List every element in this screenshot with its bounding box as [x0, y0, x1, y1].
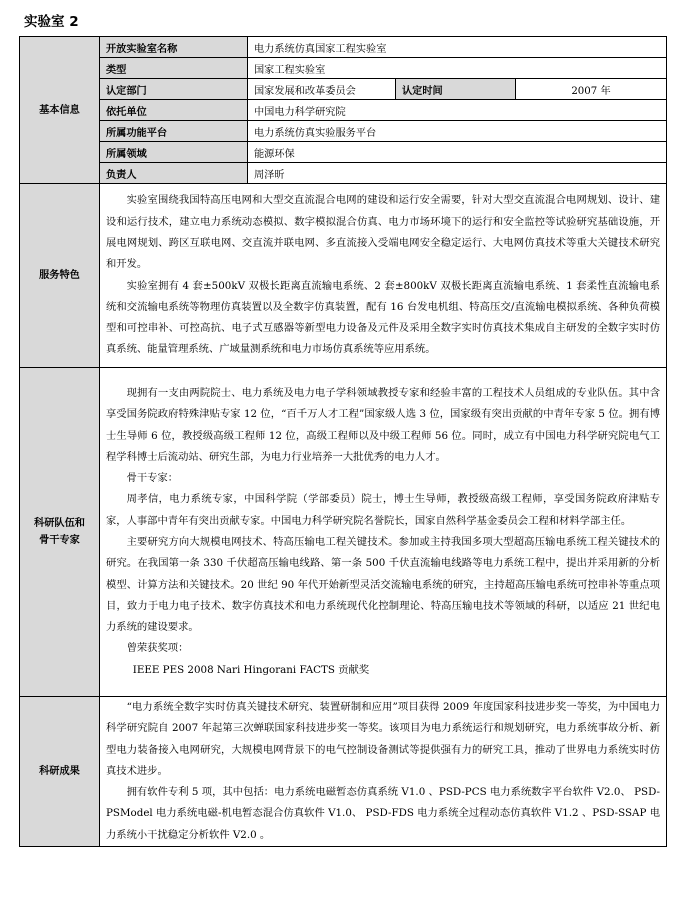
section-service: 服务特色: [20, 184, 100, 368]
service-paragraph: 实验室拥有 4 套±500kV 双极长距离直流输电系统、2 套±800kV 双极长距离直流输电系统、1 套柔性直流输电系统和交流输电系统等物理仿真装置以及全数字仿真装置，配有 16 台发电机组、特高压交/直流输电模拟系统、各种负荷模型和可控串补、可控高抗、电子式互感器等新型电力设备及元件及采用全数字实时仿真技术集成自主研发的全数字实时仿真系统、能量管理系统、广域量测系统和电力市场仿真系统等应用系统。: [106, 279, 661, 356]
label-lab-name: 开放实验室名称: [100, 37, 248, 58]
label-host: 依托单位: [100, 100, 248, 121]
results-content: [100, 697, 667, 847]
value-date: 2007 年: [516, 79, 667, 100]
row-department: [20, 79, 667, 100]
results-paragraph: “电力系统全数字实时仿真关键技术研究、装置研制和应用”项目获得 2009 年度国家科技进步奖一等奖，为中国电力科学研究院自 2007 年起第三次蝉联国家科技进步奖一等奖。该项目为电力系统运行和规划研究，电力系统事故分析、新型电力装备接入电网研究，大规模电网背景下的电气控制设备测试等提供强有力的研究工具，推动了世界电力系统实时仿真技术进步。: [106, 701, 661, 777]
section-results: 科研成果: [20, 697, 100, 847]
team-paragraph: IEEE PES 2008 Nari Hingorani FACTS 贡献奖: [132, 663, 370, 676]
value-field: 能源环保: [248, 142, 667, 163]
row-field: [20, 142, 667, 163]
row-leader: [20, 163, 667, 184]
label-field: 所属领域: [100, 142, 248, 163]
row-platform: [20, 121, 667, 142]
team-paragraph: 骨干专家：: [126, 472, 179, 485]
lab-info-table: [19, 36, 667, 847]
row-lab-name: [20, 37, 667, 58]
section-team-line1: 科研队伍和: [34, 518, 85, 529]
section-team: [20, 368, 100, 697]
value-department: 国家发展和改革委员会: [248, 79, 396, 100]
row-host: [20, 100, 667, 121]
row-team: [20, 368, 667, 697]
value-platform: 电力系统仿真实验服务平台: [248, 121, 667, 142]
results-paragraph: 拥有软件专利 5 项，其中包括：电力系统电磁暂态仿真系统 V1.0 、PSD-PCS 电力系统数字平台软件 V2.0、 PSD-PSModel 电力系统电磁-机电暂态混合仿真软件 V1.0、 PSD-FDS 电力系统全过程动态仿真软件 V1.2 、PSD-SSAP 电力系统小干扰稳定分析软件 V2.0 。: [106, 786, 661, 841]
page-title: 实验室 2: [24, 14, 79, 30]
service-paragraph: 实验室围绕我国特高压电网和大型交直流混合电网的建设和运行安全需要，针对大型交直流混合电网规划、设计、建设和运行技术，建立电力系统动态模拟、数字模拟混合仿真、电力市场环境下的运行和安全监控等试验研究基础设施，开展电网规划、跨区互联电网、交直流并联电网、多直流接入受端电网安全稳定运行、大电网仿真技术等重大关键技术研究和开发。: [106, 194, 661, 271]
section-team-line2: 骨干专家: [39, 535, 80, 546]
value-lab-name: 电力系统仿真国家工程实验室: [248, 37, 667, 58]
service-content: [100, 184, 667, 368]
row-type: [20, 58, 667, 79]
value-type: 国家工程实验室: [248, 58, 667, 79]
section-basic-info: 基本信息: [20, 37, 100, 184]
team-paragraph: 周孝信，电力系统专家，中国科学院（学部委员）院士，博士生导师，教授级高级工程师，享受国务院政府津贴专家，人事部中青年有突出贡献专家。中国电力科学研究院名誉院长，国家自然科学基金委员会工程和材料学部主任。: [106, 493, 661, 527]
value-leader: 周泽昕: [248, 163, 667, 184]
team-paragraph: 现拥有一支由两院院士、电力系统及电力电子学科领域教授专家和经验丰富的工程技术人员组成的专业队伍。其中含享受国务院政府特殊津贴专家 12 位，“百千万人才工程”国家级人选 3 位，国家级有突出贡献的中青年专家 5 位。拥有博士生导师 6 位，教授级高级工程师 12 位，高级工程师以及中级工程师 56 位。同时，成立有中国电力科学研究院电气工程学科博士后流动站、研究生部，为电力行业培养一大批优秀的电力人才。: [106, 386, 661, 463]
label-leader: 负责人: [100, 163, 248, 184]
row-service: [20, 184, 667, 368]
team-paragraph: 曾荣获奖项：: [126, 642, 189, 655]
label-department: 认定部门: [100, 79, 248, 100]
label-platform: 所属功能平台: [100, 121, 248, 142]
team-content: [100, 368, 667, 697]
label-date: 认定时间: [396, 79, 516, 100]
row-results: [20, 697, 667, 847]
team-paragraph: 主要研究方向大规模电网技术、特高压输电工程关键技术。参加或主持我国多项大型超高压输电系统工程关键技术的研究。在我国第一条 330 千伏超高压输电线路、第一条 500 千伏直流输电线路等电力系统工程中，提出并采用新的分析模型、计算方法和关键技术。20 世纪 90 年代开始新型灵活交流输电系统的研究，主持超高压输电系统可控串补等重点项目，致力于电力电子技术、数字仿真技术和电力系统现代化控制理论、特高压输电技术等领域的科研，以适应 21 世纪电力系统的建设要求。: [106, 536, 661, 634]
label-type: 类型: [100, 58, 248, 79]
value-host: 中国电力科学研究院: [248, 100, 667, 121]
